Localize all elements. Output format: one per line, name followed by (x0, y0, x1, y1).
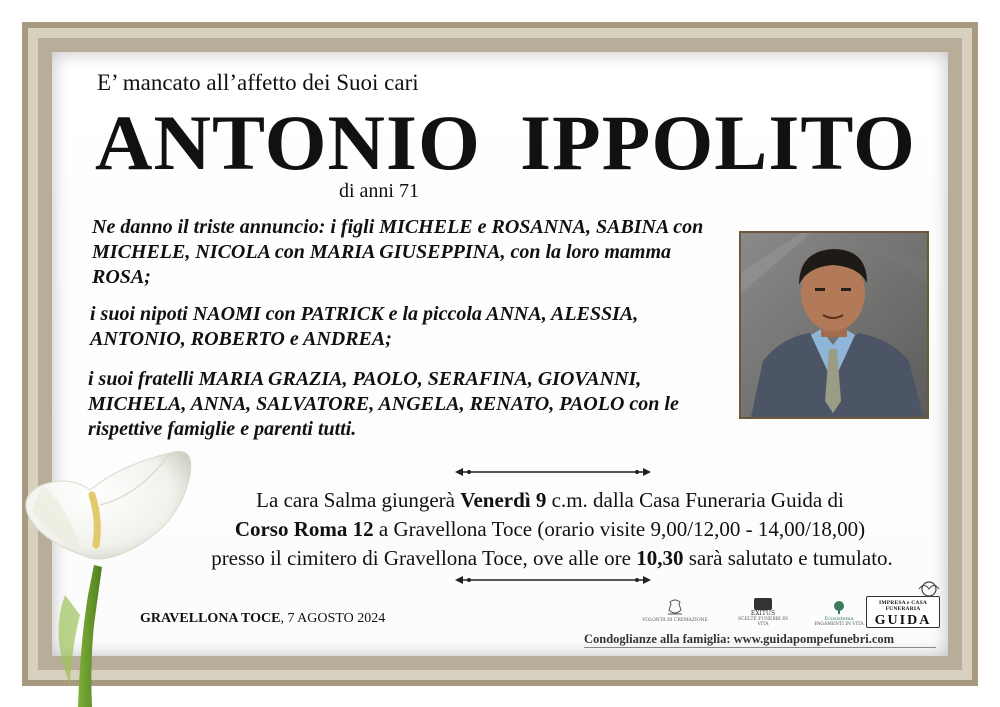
tree-icon (832, 600, 846, 614)
portrait-photo (739, 231, 929, 419)
exitus-icon (754, 598, 772, 610)
ornamental-divider-top (455, 467, 651, 477)
exitus-logo: EXITUS SCELTE FUNEBRI IN VITA (733, 598, 793, 627)
cremation-logo: VOLONTÀ DI CREMAZIONE (640, 598, 710, 623)
age-text: di anni 71 (339, 180, 419, 202)
deceased-name: ANTONIO IPPOLITO (95, 99, 916, 186)
condolences-underline (584, 647, 936, 648)
arrival-line-1: La cara Salma giungerà Venerdì 9 c.m. dalla Casa Funeraria Guida di (256, 488, 844, 512)
urn-icon (664, 598, 686, 616)
crest-icon (916, 580, 942, 598)
arrival-line-2: Corso Roma 12 a Gravellona Toce (orario visite 9,00/12,00 - 14,00/18,00) (234, 517, 866, 541)
ecosistema-logo: Ecosistema PAGAMENTI IN VITA (805, 600, 873, 627)
intro-text: E’ mancato all’affetto dei Suoi cari (97, 70, 419, 95)
arrival-line-3: presso il cimitero di Gravellona Toce, ove alle ore 10,30 sarà salutato e tumulato. (211, 546, 893, 570)
place-date: GRAVELLONA TOCE, 7 AGOSTO 2024 (140, 611, 386, 626)
family-paragraph-children: Ne danno il triste annuncio: i figli MICHELE e ROSANNA, SABINA con MICHELE, NICOLA con MARIA GIUSEPPINA, con la loro mamma ROSA; (92, 216, 704, 288)
condolences-text: Condoglianze alla famiglia: www.guidapompefunebri.com (584, 632, 895, 646)
ornamental-divider-bottom (455, 575, 651, 585)
guida-brand-logo: IMPRESA e CASA FUNERARIA GUIDA (866, 596, 940, 628)
family-paragraph-siblings: i suoi fratelli MARIA GRAZIA, PAOLO, SERAFINA, GIOVANNI, MICHELA, ANNA, SALVATORE, ANGELA, RENATO, PAOLO con le rispettive famiglie e parenti tutti. (88, 368, 679, 440)
calla-lily-illustration (20, 445, 210, 707)
family-paragraph-grandchildren: i suoi nipoti NAOMI con PATRICK e la piccola ANNA, ALESSIA, ANTONIO, ROBERTO e ANDREA; (90, 303, 639, 350)
